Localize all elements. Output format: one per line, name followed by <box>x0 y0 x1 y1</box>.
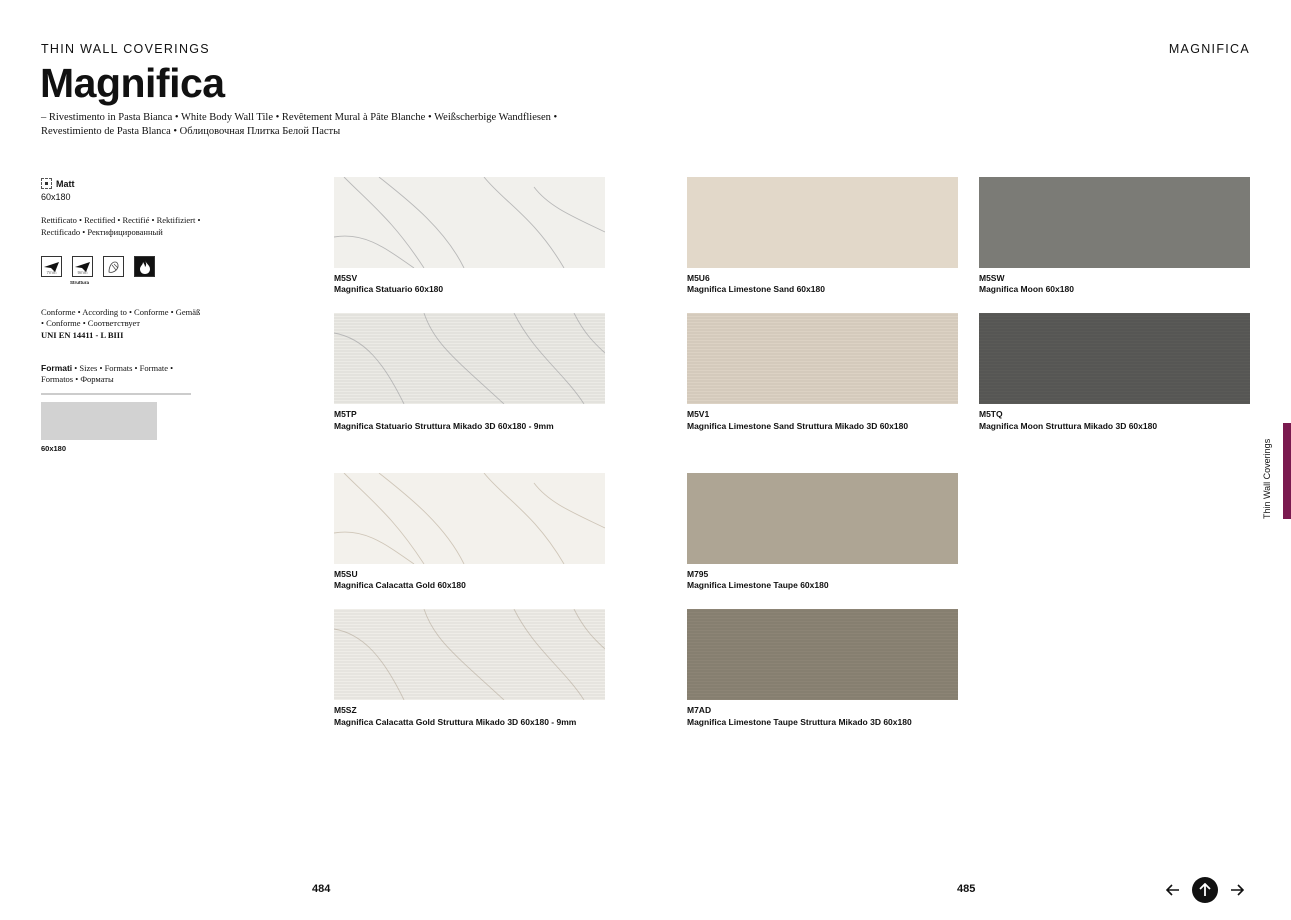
page-number-right: 485 <box>957 883 976 895</box>
conform-languages: Conforme • According to • Conforme • Gemäß • Conforme • Соответствует <box>41 307 201 328</box>
thickness-9mm-icon: 9mm <box>72 256 93 277</box>
tile-code: M5SV <box>334 273 358 283</box>
conformity-text <box>41 307 201 341</box>
tile-code: M5SW <box>979 273 1005 283</box>
tile-code: M5SZ <box>334 705 357 715</box>
tile-name: Magnifica Statuario 60x180 <box>334 284 444 294</box>
tile-code: M795 <box>687 569 709 579</box>
tile-image-m5v1[interactable] <box>687 313 958 404</box>
tile-name: Magnifica Moon 60x180 <box>979 284 1074 294</box>
page-title: Magnifica <box>40 60 225 106</box>
tile-image-m5su[interactable] <box>334 473 605 564</box>
page-number-left: 484 <box>312 883 331 895</box>
tile-code: M7AD <box>687 705 712 715</box>
tile-name: Magnifica Limestone Taupe 60x180 <box>687 580 829 590</box>
formats-divider <box>41 393 191 395</box>
tile-image-m5sz[interactable] <box>334 609 605 700</box>
format-label: 60x180 <box>41 444 67 453</box>
matt-finish-icon <box>41 178 52 189</box>
section-kicker: THIN WALL COVERINGS <box>41 42 210 56</box>
side-tab-marker[interactable] <box>1283 423 1291 519</box>
formats-heading <box>41 363 201 385</box>
finish-block <box>41 178 75 202</box>
finish-label: Matt <box>56 178 75 189</box>
page-subtitle: – Rivestimento in Pasta Bianca • White Body Wall Tile • Revêtement Mural à Pâte Blanche • Weißscherbige Wandfliesen • Revestimiento de Pasta Blanca • Облицовочная Плитка Белой Пасты <box>41 112 558 137</box>
arrow-up-icon[interactable] <box>1192 877 1218 903</box>
conform-standard: UNI EN 14411 - L BIII <box>41 330 124 340</box>
formats-languages: • Sizes • Formats • Formate • Formatos • Форматы <box>41 363 174 384</box>
rectified-text: Rettificato • Rectified • Rectifié • Rektifiziert • Rectificado • Ректифицированный <box>41 215 201 237</box>
finish-size: 60x180 <box>41 192 71 202</box>
tile-image-m5sv[interactable] <box>334 177 605 268</box>
fire-resistance-icon <box>134 256 155 277</box>
tile-name: Magnifica Limestone Taupe Struttura Mikado 3D 60x180 <box>687 717 912 727</box>
icon-caption: Struttura <box>70 280 89 285</box>
tile-name: Magnifica Moon Struttura Mikado 3D 60x180 <box>979 421 1158 431</box>
tile-image-m5tq[interactable] <box>979 313 1250 404</box>
arrow-right-icon[interactable] <box>1228 881 1246 899</box>
formats-bold: Formati <box>41 363 73 373</box>
side-tab-label: Thin Wall Coverings <box>1262 438 1272 519</box>
spec-icons <box>41 256 155 277</box>
tile-name: Magnifica Calacatta Gold Struttura Mikado 3D 60x180 - 9mm <box>334 717 577 727</box>
tile-name: Magnifica Calacatta Gold 60x180 <box>334 580 466 590</box>
tile-image-m7ad[interactable] <box>687 609 958 700</box>
tile-name: Magnifica Statuario Struttura Mikado 3D 60x180 - 9mm <box>334 421 554 431</box>
tile-code: M5U6 <box>687 273 710 283</box>
tile-code: M5SU <box>334 569 358 579</box>
tile-name: Magnifica Limestone Sand Struttura Mikado 3D 60x180 <box>687 421 909 431</box>
tile-image-m5u6[interactable] <box>687 177 958 268</box>
thickness-7mm-icon: 7mm <box>41 256 62 277</box>
format-swatch <box>41 402 157 440</box>
tile-code: M5TP <box>334 409 357 419</box>
arrow-left-icon[interactable] <box>1164 881 1182 899</box>
collection-label: MAGNIFICA <box>1168 42 1250 56</box>
tile-image-m5tp[interactable] <box>334 313 605 404</box>
tile-name: Magnifica Limestone Sand 60x180 <box>687 284 825 294</box>
tile-code: M5TQ <box>979 409 1003 419</box>
tile-image-m5sw[interactable] <box>979 177 1250 268</box>
stain-resistance-icon <box>103 256 124 277</box>
tile-code: M5V1 <box>687 409 710 419</box>
tile-image-m795[interactable] <box>687 473 958 564</box>
